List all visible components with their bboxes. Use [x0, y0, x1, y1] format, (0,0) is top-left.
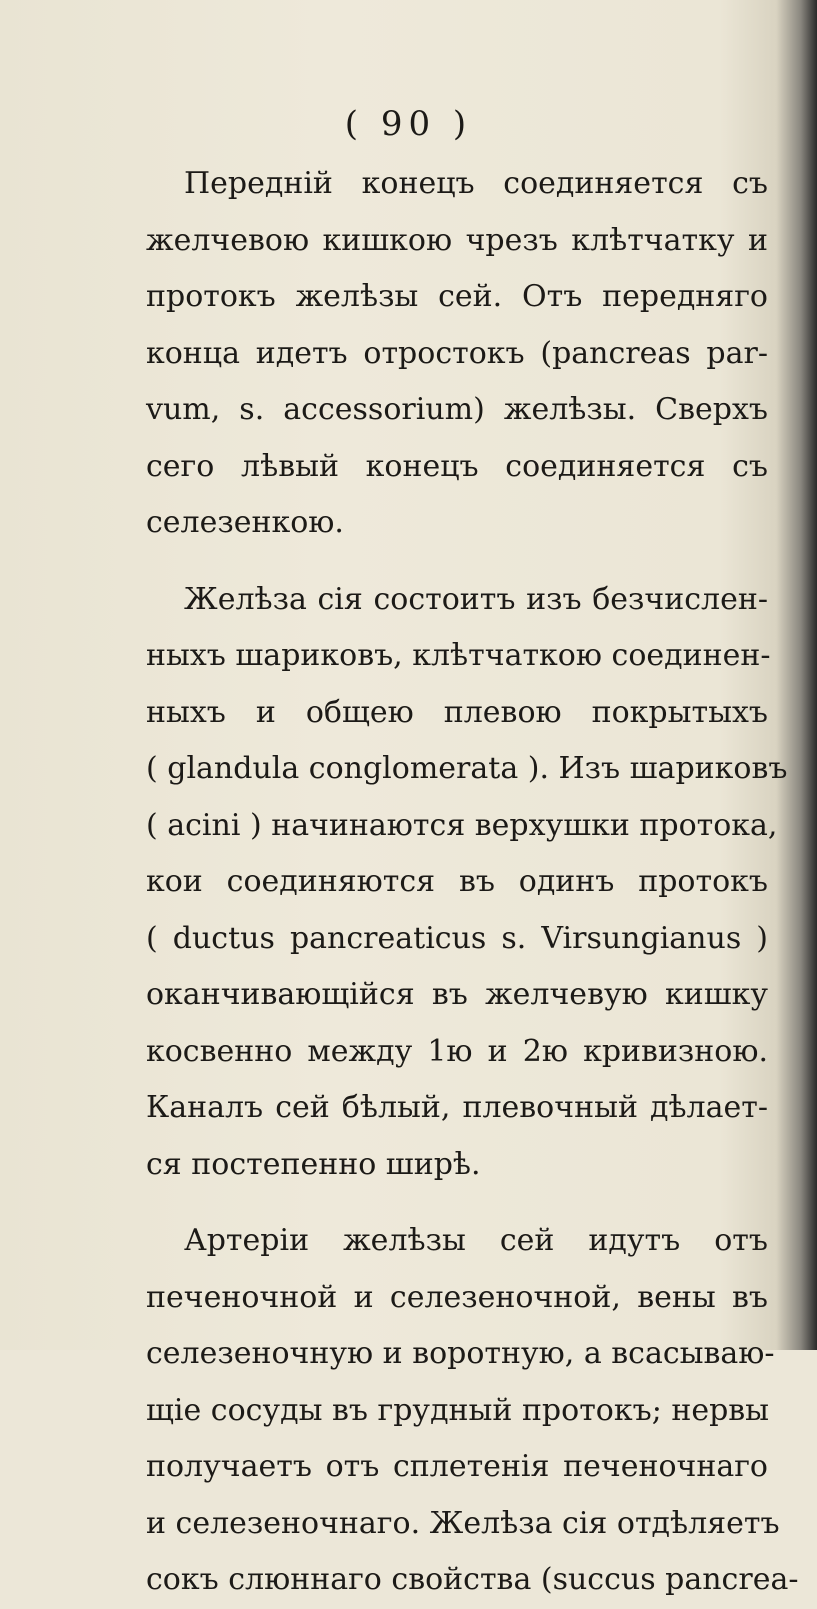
text-line: vum, s. accessorium) желѣзы. Сверхъ [146, 392, 768, 427]
text-line: Артерiи желѣзы сей идутъ отъ [184, 1223, 768, 1258]
text-line: конца идетъ отростокъ (pancreas par- [146, 335, 768, 371]
text-line: щiе сосуды въ грудный протокъ; нервы [146, 1392, 770, 1428]
text-line: получаетъ отъ сплетенiя печеночнаго [146, 1449, 768, 1484]
text-line: ( ductus pancreaticus s. Virsungianus ) [146, 920, 768, 956]
text-line: косвенно между 1ю и 2ю кривизною. [146, 1033, 768, 1069]
paragraph-gap [146, 1193, 768, 1213]
text-line: оканчивающiйся въ желчевую кишку [146, 977, 768, 1012]
text-line: сокъ слюннаго свойства (succus pancrea- [146, 1562, 799, 1597]
text-line: селезенкою. [146, 505, 344, 540]
text-line: и селезеночнаго. Желѣза сiя отдѣляетъ [146, 1505, 780, 1541]
text-line: ныхъ шариковъ, клѣтчаткою соединен- [146, 638, 771, 673]
text-line: Переднiй конецъ соединяется съ [184, 166, 768, 201]
text-line: Желѣза сiя состоитъ изъ безчислен- [184, 581, 768, 617]
text-line: ся постепенно ширѣ. [146, 1146, 481, 1182]
text-line: желчевою кишкою чрезъ клѣтчатку и [146, 222, 768, 258]
text-line: протокъ желѣзы сей. Отъ передняго [146, 279, 768, 314]
text-line: Каналъ сей бѣлый, плевочный дѣлает- [146, 1090, 768, 1125]
paragraph-gap [146, 552, 768, 572]
text-line: сего лѣвый конецъ соединяется съ [146, 448, 768, 484]
text-line: ныхъ и общею плевою покрытыхъ [146, 694, 768, 730]
page-text [146, 156, 799, 1609]
page-number: ( 90 ) [344, 104, 473, 144]
text-line: селезеночную и воротную, а всасываю- [146, 1336, 775, 1371]
text-line: ( acini ) начинаются верхушки протока, [146, 807, 778, 843]
text-line: кои соединяются въ одинъ протокъ [146, 864, 768, 899]
text-line: печеночной и селезеночной, вены въ [146, 1279, 768, 1315]
text-line: ( glandula conglomerata ). Изъ шариковъ [146, 751, 788, 786]
